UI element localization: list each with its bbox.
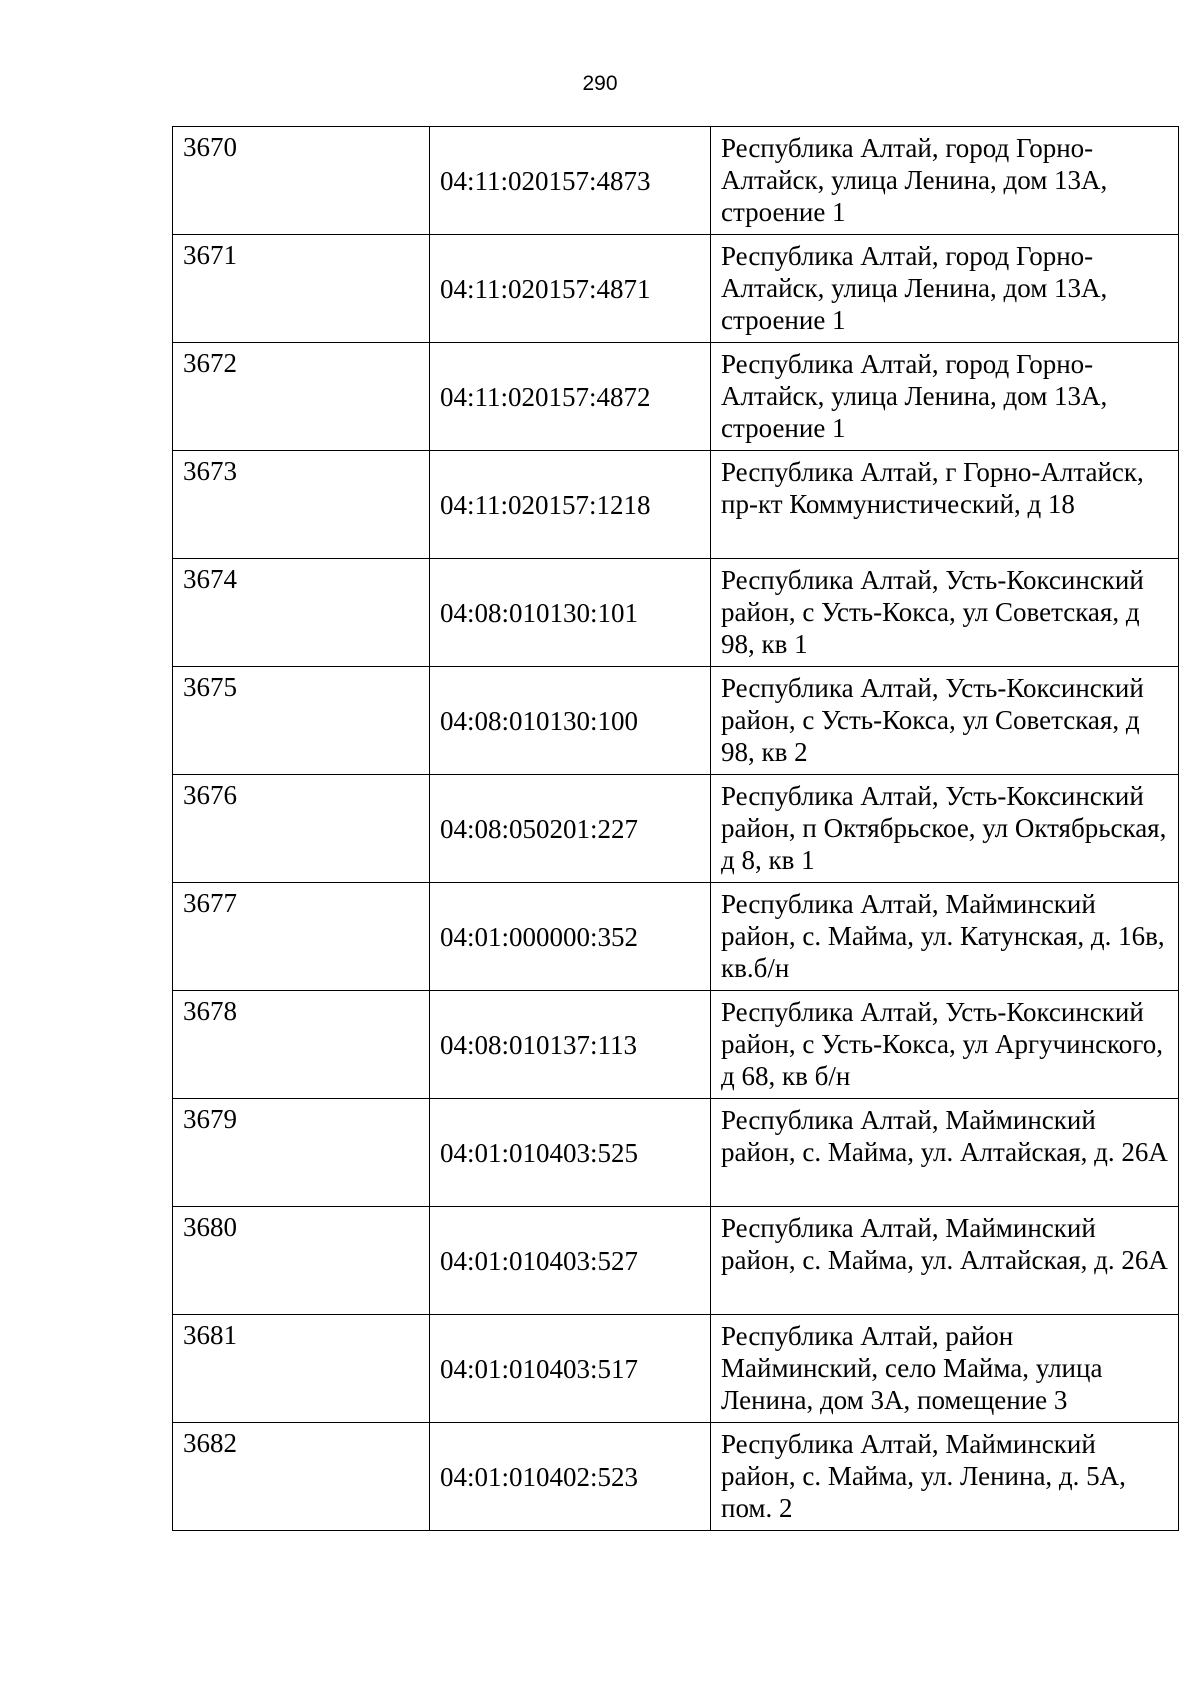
row-number: 3670 [183, 132, 237, 162]
address: Республика Алтай, г Горно-Алтайск, пр-кт Коммунистический, д 18 [721, 457, 1144, 519]
address-cell [711, 235, 1179, 343]
cadastral-number-cell [430, 883, 711, 991]
cadastral-number: 04:01:010403:527 [440, 1245, 639, 1276]
address-cell [711, 559, 1179, 667]
row-number-cell [173, 559, 430, 667]
property-table [172, 126, 1179, 1531]
row-number-cell [173, 451, 430, 559]
address-cell [711, 127, 1179, 235]
cadastral-number: 04:01:010402:523 [440, 1461, 639, 1492]
table-row [173, 883, 1179, 991]
address-cell [711, 775, 1179, 883]
address-cell [711, 1315, 1179, 1423]
row-number-cell [173, 1099, 430, 1207]
address-cell [711, 343, 1179, 451]
address-cell [711, 1099, 1179, 1207]
table-row [173, 451, 1179, 559]
cadastral-number: 04:01:010403:517 [440, 1353, 639, 1384]
address-cell [711, 667, 1179, 775]
row-number: 3678 [183, 996, 237, 1026]
row-number-cell [173, 1315, 430, 1423]
cadastral-number-cell [430, 559, 711, 667]
cadastral-number-cell [430, 235, 711, 343]
cadastral-number: 04:11:020157:1218 [440, 489, 651, 520]
row-number: 3671 [183, 240, 237, 270]
address: Республика Алтай, Усть-Коксинский район, с Усть-Кокса, ул Аргучинского, д 68, кв б/н [721, 997, 1163, 1091]
row-number-cell [173, 883, 430, 991]
address: Республика Алтай, Майминский район, с. Майма, ул. Алтайская, д. 26А [721, 1105, 1168, 1167]
address: Республика Алтай, Майминский район, с. Майма, ул. Алтайская, д. 26А [721, 1213, 1168, 1275]
row-number-cell [173, 667, 430, 775]
cadastral-number-cell [430, 451, 711, 559]
address-cell [711, 991, 1179, 1099]
cadastral-number: 04:01:000000:352 [440, 921, 639, 952]
cadastral-number-cell [430, 775, 711, 883]
table-row [173, 667, 1179, 775]
row-number-cell [173, 1207, 430, 1315]
table-row [173, 991, 1179, 1099]
row-number-cell [173, 1423, 430, 1531]
address: Республика Алтай, Майминский район, с. Майма, ул. Ленина, д. 5А, пом. 2 [721, 1429, 1126, 1523]
row-number: 3679 [183, 1104, 237, 1134]
cadastral-number-cell [430, 1423, 711, 1531]
row-number: 3681 [183, 1320, 237, 1350]
row-number: 3677 [183, 888, 237, 918]
cadastral-number: 04:08:010137:113 [440, 1029, 638, 1060]
row-number: 3672 [183, 348, 237, 378]
address-cell [711, 883, 1179, 991]
table-row [173, 1207, 1179, 1315]
cadastral-number: 04:01:010403:525 [440, 1137, 639, 1168]
table-row [173, 343, 1179, 451]
address: Республика Алтай, Майминский район, с. Майма, ул. Катунская, д. 16в, кв.б/н [721, 889, 1165, 983]
address: Республика Алтай, город Горно-Алтайск, улица Ленина, дом 13А, строение 1 [721, 241, 1108, 335]
row-number: 3674 [183, 564, 237, 594]
table-row [173, 1423, 1179, 1531]
address: Республика Алтай, город Горно-Алтайск, улица Ленина, дом 13А, строение 1 [721, 133, 1108, 227]
page-number: 290 [582, 72, 618, 95]
address-cell [711, 451, 1179, 559]
cadastral-number-cell [430, 991, 711, 1099]
address-cell [711, 1423, 1179, 1531]
cadastral-number: 04:11:020157:4871 [440, 273, 651, 304]
table-row [173, 1315, 1179, 1423]
cadastral-number-cell [430, 1315, 711, 1423]
cadastral-number: 04:11:020157:4872 [440, 381, 651, 412]
cadastral-number: 04:08:010130:101 [440, 597, 639, 628]
address-cell [711, 1207, 1179, 1315]
address: Республика Алтай, Усть-Коксинский район, п Октябрьское, ул Октябрьская, д 8, кв 1 [721, 781, 1167, 875]
row-number-cell [173, 343, 430, 451]
address: Республика Алтай, город Горно-Алтайск, улица Ленина, дом 13А, строение 1 [721, 349, 1108, 443]
row-number: 3675 [183, 672, 237, 702]
row-number: 3673 [183, 456, 237, 486]
address: Республика Алтай, Усть-Коксинский район, с Усть-Кокса, ул Советская, д 98, кв 1 [721, 565, 1144, 659]
table-row [173, 559, 1179, 667]
row-number: 3682 [183, 1428, 237, 1458]
address: Республика Алтай, Усть-Коксинский район, с Усть-Кокса, ул Советская, д 98, кв 2 [721, 673, 1144, 767]
row-number-cell [173, 235, 430, 343]
row-number-cell [173, 775, 430, 883]
table-row [173, 775, 1179, 883]
row-number-cell [173, 127, 430, 235]
table-row [173, 1099, 1179, 1207]
cadastral-number: 04:11:020157:4873 [440, 165, 651, 196]
table-row [173, 127, 1179, 235]
cadastral-number-cell [430, 127, 711, 235]
row-number: 3680 [183, 1212, 237, 1242]
table-row [173, 235, 1179, 343]
cadastral-number: 04:08:010130:100 [440, 705, 639, 736]
cadastral-number: 04:08:050201:227 [440, 813, 639, 844]
row-number-cell [173, 991, 430, 1099]
cadastral-number-cell [430, 343, 711, 451]
cadastral-number-cell [430, 667, 711, 775]
cadastral-number-cell [430, 1099, 711, 1207]
address: Республика Алтай, район Майминский, село Майма, улица Ленина, дом 3А, помещение 3 [721, 1321, 1103, 1415]
row-number: 3676 [183, 780, 237, 810]
cadastral-number-cell [430, 1207, 711, 1315]
